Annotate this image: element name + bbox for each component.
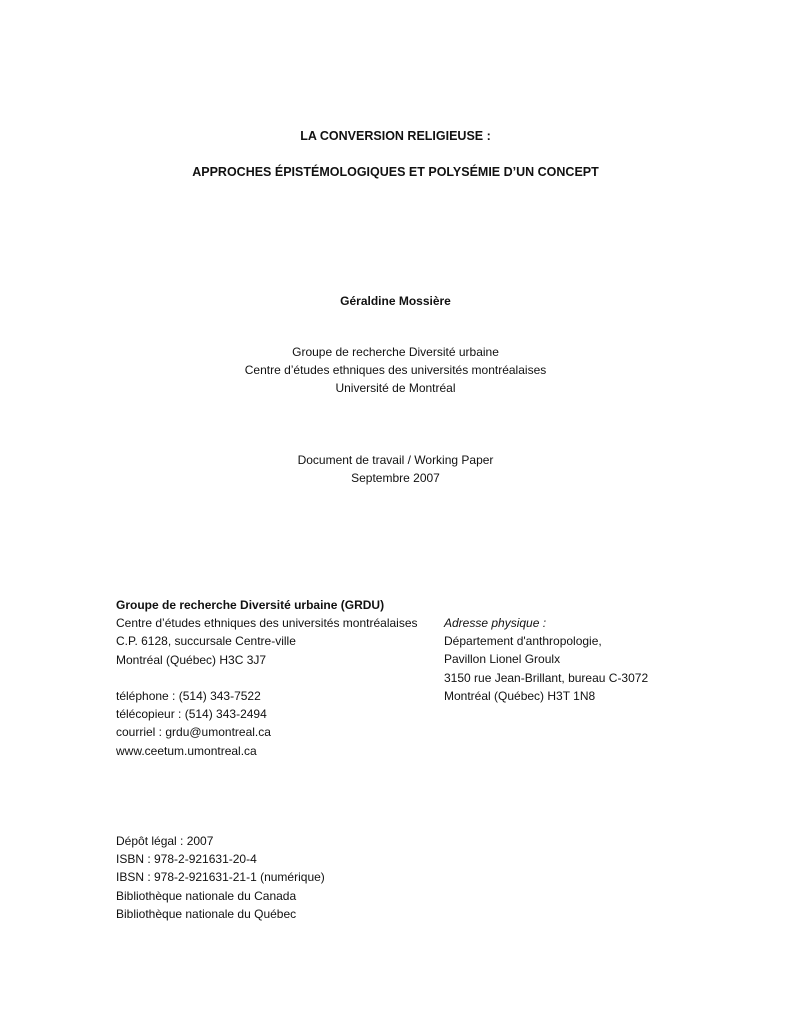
title-line-1: LA CONVERSION RELIGIEUSE : bbox=[300, 129, 491, 143]
legal-line: Bibliothèque nationale du Québec bbox=[116, 906, 297, 921]
website-line: www.ceetum.umontreal.ca bbox=[116, 743, 257, 758]
document-type: Document de travail / Working Paper bbox=[297, 453, 494, 467]
document-date: Septembre 2007 bbox=[351, 471, 440, 485]
phone-line: téléphone : (514) 343-7522 bbox=[116, 688, 261, 703]
affiliation-line: Centre d’études ethniques des universités montréalaises bbox=[244, 363, 547, 377]
legal-deposit-block bbox=[116, 832, 325, 923]
legal-line: Bibliothèque nationale du Canada bbox=[116, 888, 297, 903]
physical-address-line: Département d'anthropologie, bbox=[444, 634, 602, 649]
physical-address-line: Pavillon Lionel Groulx bbox=[444, 652, 561, 667]
email-line: courriel : grdu@umontreal.ca bbox=[116, 725, 271, 740]
contact-block bbox=[116, 596, 418, 760]
physical-address-block bbox=[444, 614, 648, 705]
title-line-2: APPROCHES ÉPISTÉMOLOGIQUES ET POLYSÉMIE D’UN CONCEPT bbox=[192, 165, 599, 179]
address-line: Centre d’études ethniques des universités montréalaises bbox=[116, 616, 418, 631]
address-line: C.P. 6128, succursale Centre-ville bbox=[116, 634, 296, 649]
contact-heading: Groupe de recherche Diversité urbaine (GRDU) bbox=[116, 598, 385, 612]
physical-address-line: Montréal (Québec) H3T 1N8 bbox=[444, 688, 596, 703]
author-name: Géraldine Mossière bbox=[340, 294, 451, 308]
spacer bbox=[116, 669, 418, 687]
affiliation-line: Groupe de recherche Diversité urbaine bbox=[292, 345, 499, 359]
physical-address-line: 3150 rue Jean-Brillant, bureau C-3072 bbox=[444, 670, 649, 685]
affiliation-line: Université de Montréal bbox=[335, 381, 456, 395]
legal-line: ISBN : 978-2-921631-20-4 bbox=[116, 852, 257, 867]
legal-line: Dépôt légal : 2007 bbox=[116, 834, 214, 848]
legal-line: IBSN : 978-2-921631-21-1 (numérique) bbox=[116, 870, 325, 885]
physical-address-heading: Adresse physique : bbox=[444, 616, 547, 630]
address-line: Montréal (Québec) H3C 3J7 bbox=[116, 652, 267, 667]
fax-line: télécopieur : (514) 343-2494 bbox=[116, 707, 267, 722]
